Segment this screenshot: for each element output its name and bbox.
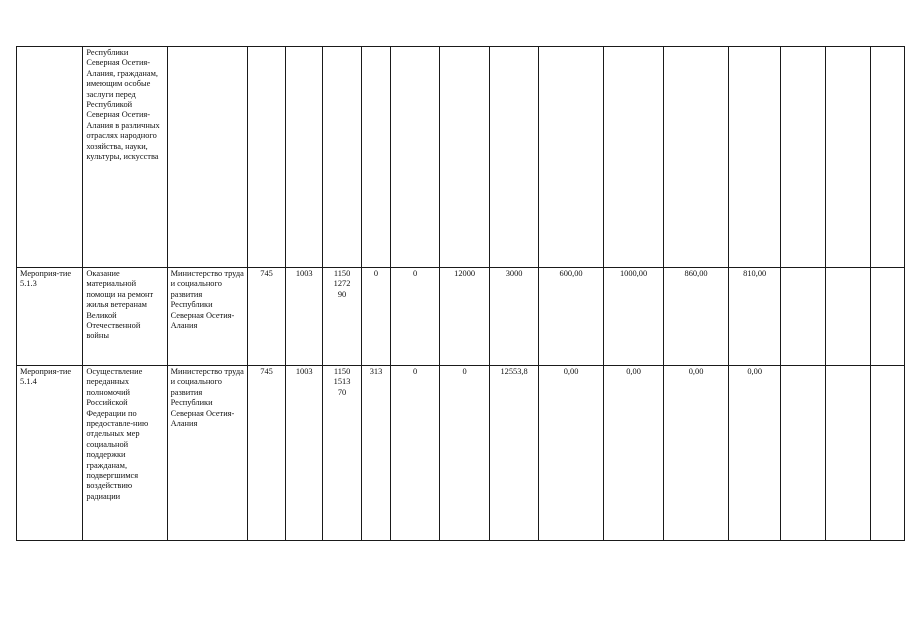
value-cell — [826, 47, 871, 268]
value-cell: 860,00 — [664, 268, 729, 366]
vr-cell: 0 — [361, 268, 390, 366]
executor-cell: Министерство труда и социального развития Республики Северная Осетия-Алания — [167, 268, 247, 366]
value-cell — [729, 47, 781, 268]
value-cell — [871, 47, 905, 268]
program-measures-table — [16, 46, 905, 541]
measure-cell: Мероприя-тие 5.1.4 — [17, 366, 83, 541]
csr-cell — [323, 47, 362, 268]
value-cell — [826, 366, 871, 541]
value-cell: 810,00 — [729, 268, 781, 366]
value-cell — [539, 47, 604, 268]
table-row — [17, 366, 905, 541]
value-cell: 0 — [391, 366, 440, 541]
grbs-cell: 745 — [247, 268, 285, 366]
value-cell: 0,00 — [729, 366, 781, 541]
measure-cell: Мероприя-тие 5.1.3 — [17, 268, 83, 366]
measure-name-cell: Осуществление переданных полномочий Российской Федерации по предоставле-нию отдельных мер социальной поддержки гражданам, подвергшимся воздействию радиации — [83, 366, 167, 541]
value-cell — [826, 268, 871, 366]
value-cell — [781, 366, 826, 541]
value-cell: 0 — [391, 268, 440, 366]
vr-cell — [361, 47, 390, 268]
measure-cell — [17, 47, 83, 268]
value-cell: 600,00 — [539, 268, 604, 366]
grbs-cell — [247, 47, 285, 268]
rzpr-cell: 1003 — [286, 366, 323, 541]
value-cell: 3000 — [490, 268, 539, 366]
value-cell — [391, 47, 440, 268]
executor-cell: Министерство труда и социального развития Республики Северная Осетия-Алания — [167, 366, 247, 541]
value-cell — [781, 268, 826, 366]
value-cell: 0,00 — [604, 366, 664, 541]
value-cell: 12000 — [440, 268, 490, 366]
value-cell: 0,00 — [664, 366, 729, 541]
measure-name-cell: Республики Северная Осетия-Алания, гражданам, имеющим особые заслуги перед Республикой Северная Осетия-Алания в различных отраслях народного хозяйства, науки, культуры, искусства — [83, 47, 167, 268]
table-row — [17, 268, 905, 366]
grbs-cell: 745 — [247, 366, 285, 541]
value-cell — [664, 47, 729, 268]
value-cell — [490, 47, 539, 268]
value-cell — [440, 47, 490, 268]
value-cell: 12553,8 — [490, 366, 539, 541]
vr-cell: 313 — [361, 366, 390, 541]
rzpr-cell — [286, 47, 323, 268]
value-cell — [604, 47, 664, 268]
rzpr-cell: 1003 — [286, 268, 323, 366]
value-cell: 0,00 — [539, 366, 604, 541]
executor-cell — [167, 47, 247, 268]
value-cell: 1000,00 — [604, 268, 664, 366]
measure-name-cell: Оказание материальной помощи на ремонт жилья ветеранам Великой Отечественной войны — [83, 268, 167, 366]
table-row — [17, 47, 905, 268]
value-cell — [871, 268, 905, 366]
value-cell: 0 — [440, 366, 490, 541]
csr-cell: 1150 1513 70 — [323, 366, 362, 541]
value-cell — [781, 47, 826, 268]
value-cell — [871, 366, 905, 541]
csr-cell: 1150 1272 90 — [323, 268, 362, 366]
